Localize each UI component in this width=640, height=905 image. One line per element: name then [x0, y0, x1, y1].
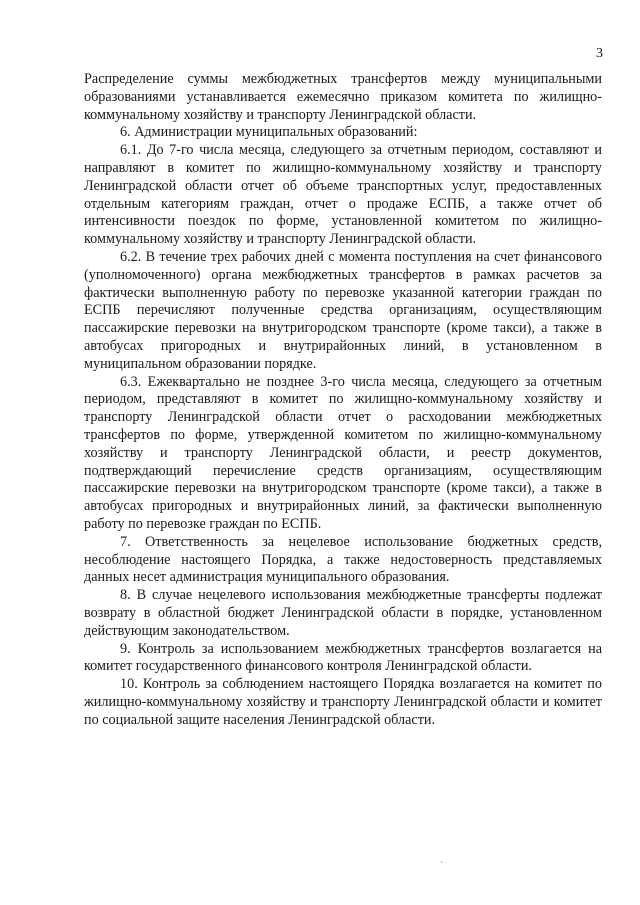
paragraph-9: 9. Контроль за использованием межбюджетных трансфертов возлагается на комитет государственного финансового контроля Ленинградской области. — [84, 640, 602, 675]
document-body — [84, 71, 602, 729]
paragraph-6-2: 6.2. В течение трех рабочих дней с момента поступления на счет финансового (уполномоченного) органа межбюджетных трансфертов в рамках расчетов за фактически выполненную работу по перевозке указанной категории граждан по ЕСПБ перечисляют полученные средства организациям, осуществляющим пассажирские перевозки на внутригородском транспорте (кроме такси), а также в автобусах пригородных и внутрирайонных линий, в установленном в муниципальном образовании порядке. — [84, 248, 602, 372]
paragraph-6-1: 6.1. До 7-го числа месяца, следующего за отчетным периодом, составляют и направляют в комитет по жилищно-коммунальному хозяйству и транспорту Ленинградской области отчет об объеме транспортных услуг, предоставленных отдельным категориям граждан, отчет о продаже ЕСПБ, а также отчет об интенсивности поездок по форме, установленной комитетом по жилищно-коммунальному хозяйству и транспорту Ленинградской области. — [84, 142, 602, 248]
paragraph-7: 7. Ответственность за нецелевое использование бюджетных средств, несоблюдение настоящего Порядка, а также недостоверность представляемых данных несет администрация муниципального образования. — [84, 533, 602, 586]
paragraph-10: 10. Контроль за соблюдением настоящего Порядка возлагается на комитет по жилищно-коммунальному хозяйству и транспорту Ленинградской области и комитет по социальной защите населения Ленинградской области. — [84, 676, 602, 728]
paragraph-8: 8. В случае нецелевого использования межбюджетные трансферты подлежат возврату в областной бюджет Ленинградской области в порядке, установленном действующим законодательством. — [84, 587, 602, 639]
scan-mark: ˋ — [440, 861, 444, 872]
paragraph-6-heading: 6. Администрации муниципальных образований: — [120, 124, 418, 141]
page-number: 3 — [596, 46, 603, 61]
paragraph-6-3: 6.3. Ежеквартально не позднее 3-го числа месяца, следующего за отчетным периодом, представляют в комитет по жилищно-коммунальному хозяйству и транспорту Ленинградской области отчет о расходовании межбюджетных трансфертов по форме, утвержденной комитетом по жилищно-коммунальному хозяйству и транспорту Ленинградской области, и реестр документов, подтверждающий перечисление средств организациям, осуществляющим пассажирские перевозки на внутригородском транспорте (кроме такси), а также в автобусах пригородных и внутрирайонных линий, за фактически выполненную работу по перевозке граждан по ЕСПБ. — [84, 373, 602, 532]
paragraph-distribution: Распределение суммы межбюджетных трансфертов между муниципальными образованиями устанавливается ежемесячно приказом комитета по жилищно-коммунальному хозяйству и транспорту Ленинградской области. — [84, 71, 602, 123]
